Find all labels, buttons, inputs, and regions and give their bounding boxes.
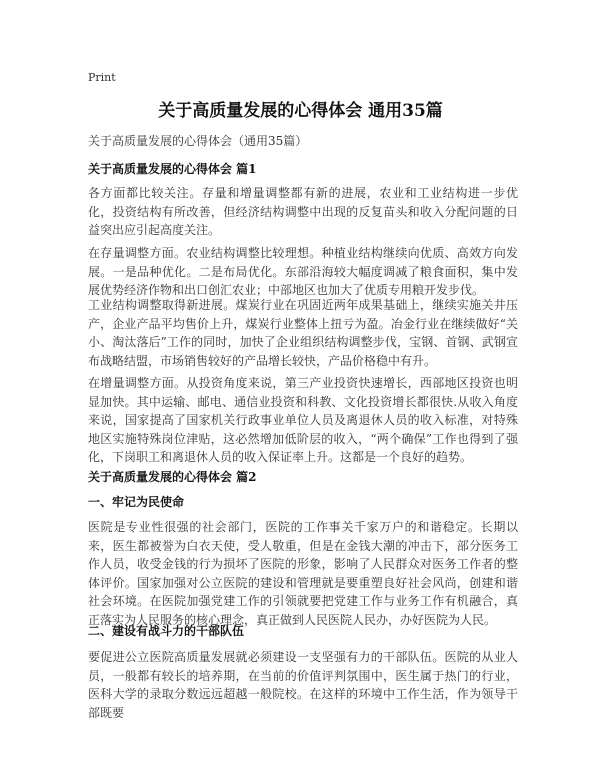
section-1-heading: 关于高质量发展的心得体会 篇1 <box>88 162 257 176</box>
section-1-paragraph-2: 在存量调整方面。农业结构调整比较理想。种植业结构继续向优质、高效方向发展。一是品种优化。二是布局优化。东部沿海较大幅度调减了粮食面积，集中发展优势经济作物和出口创汇农业；中部地区也加大了优质专用粮开发步伐。 <box>88 246 518 297</box>
subsection-1-text: 医院是专业性很强的社会部门，医院的工作事关千家万户的和谐稳定。长期以来，医生都被誉为白衣天使，受人敬重，但是在金钱大潮的冲击下，部分医务工作人员，收受金钱的行为损坏了医院的形象，影响了人民群众对医务工作者的整体评价。国家加强对公立医院的建设和管理就是要重塑良好社会风尚，创建和谐社会环境。在医院加强党建工作的引领就要把党建工作与业务工作有机融合，真正落实为人民服务的核心理念，真正做到人民医院人民办，办好医院为人民。 <box>88 520 518 627</box>
section-1-paragraph-1: 各方面都比较关注。存量和增量调整都有新的进展，农业和工业结构进一步优化，投资结构有所改善，但经济结构调整中出现的反复苗头和收入分配问题的日益突出应引起高度关注。 <box>88 186 518 237</box>
section-2-heading: 关于高质量发展的心得体会 篇2 <box>88 470 257 484</box>
section-1-paragraph-3: 工业结构调整取得新进展。煤炭行业在巩固近两年成果基础上，继续实施关井压产，企业产品平均售价上升，煤炭行业整体上扭亏为盈。冶金行业在继续做好“关小、淘汰落后”工作的同时，加快了企业组织结构调整步伐，宝钢、首钢、武钢宣布战略结盟，市场销售较好的产品增长较快，产品价格稳中有升。 <box>88 298 518 368</box>
print-link[interactable]: Print <box>88 71 116 84</box>
subsection-2-text: 要促进公立医院高质量发展就必须建设一支坚强有力的干部队伍。医院的从业人员，一般都有较长的培养期，在当前的价值评判氛围中，医生属于热门的行业，医科大学的录取分数远远超越一般院校。在这样的环境中工作生活，作为领导干部既要 <box>88 650 518 720</box>
subsection-1-heading: 一、牢记为民使命 <box>88 495 185 509</box>
document-subtitle: 关于高质量发展的心得体会（通用35篇） <box>88 134 308 148</box>
page-title: 关于高质量发展的心得体会 通用35篇 <box>158 101 443 121</box>
section-1-paragraph-4: 在增量调整方面。从投资角度来说，第三产业投资快速增长，西部地区投资也明显加快。其中运输、邮电、通信业投资和科教、文化投资增长都很快.从收入角度来说，国家提高了国家机关行政事业单位人员及离退休人员的收入标准，对特殊地区实施特殊岗位津贴，这必然增加低阶层的收入，“两个确保”工作也得到了强化，下岗职工和离退休人员的收入保证率上升。这都是一个良好的趋势。 <box>88 376 518 464</box>
subsection-2-heading: 二、建设有战斗力的干部队伍 <box>88 624 245 638</box>
